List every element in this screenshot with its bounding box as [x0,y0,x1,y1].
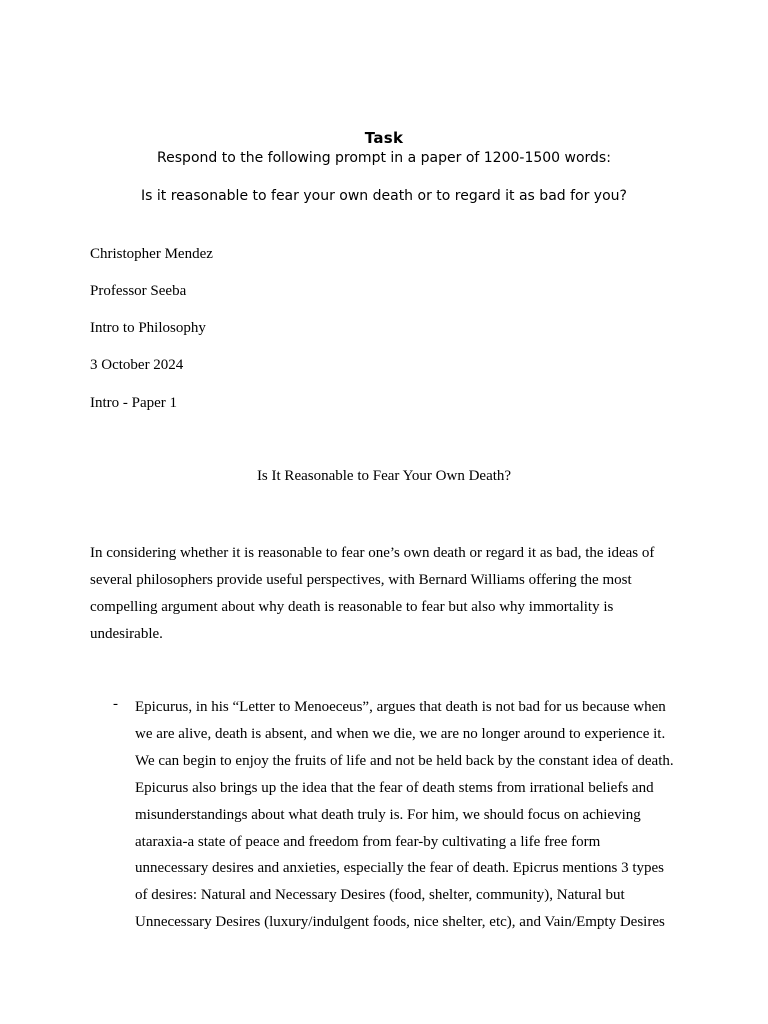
list-item-line: Unnecessary Desires (luxury/indulgent foods, nice shelter, etc), and Vain/Empty Desires [135,914,665,931]
submission-date: 3 October 2024 [90,357,184,373]
intro-line: several philosophers provide useful perspectives, with Bernard Williams offering the most [90,572,632,588]
assignment-name: Intro - Paper 1 [90,395,178,411]
list-item-line: we are alive, death is absent, and when we die, we are no longer around to experience it. [135,725,666,742]
list-item-line: Epicurus, in his “Letter to Menoeceus”, argues that death is not bad for us because when [135,699,666,715]
list-item-line: unnecessary desires and anxieties, especially the fear of death. Epicrus mentions 3 types [135,860,664,877]
author-name: Christopher Mendez [90,246,213,262]
essay-title: Is It Reasonable to Fear Your Own Death? [256,468,512,484]
list-item-epicurus [135,694,695,936]
list-item-line: of desires: Natural and Necessary Desires (food, shelter, community), Natural but [135,887,625,904]
intro-paragraph [90,540,675,648]
intro-line: In considering whether it is reasonable to fear one’s own death or regard it as bad, the ideas of [90,545,655,561]
list-item-line: Epicurus also brings up the idea that the fear of death stems from irrational beliefs and [135,779,654,796]
list-item-line: ataraxia-a state of peace and freedom from fear-by cultivating a life free form [135,833,601,850]
professor-name: Professor Seeba [90,283,187,299]
list-item-line: misunderstandings about what death truly is. For him, we should focus on achieving [135,806,641,823]
course-name: Intro to Philosophy [90,320,206,336]
list-item-line: We can begin to enjoy the fruits of life and not be held back by the constant idea of death. [135,752,674,769]
intro-line: undesirable. [90,626,163,642]
task-question: Is it reasonable to fear your own death or to regard it as bad for you? [141,188,627,204]
intro-line: compelling argument about why death is reasonable to fear but also why immortality is [90,599,614,615]
task-instruction: Respond to the following prompt in a paper of 1200-1500 words: [157,150,611,166]
task-title: Task [364,129,404,147]
list-bullet-marker: - [113,696,118,712]
